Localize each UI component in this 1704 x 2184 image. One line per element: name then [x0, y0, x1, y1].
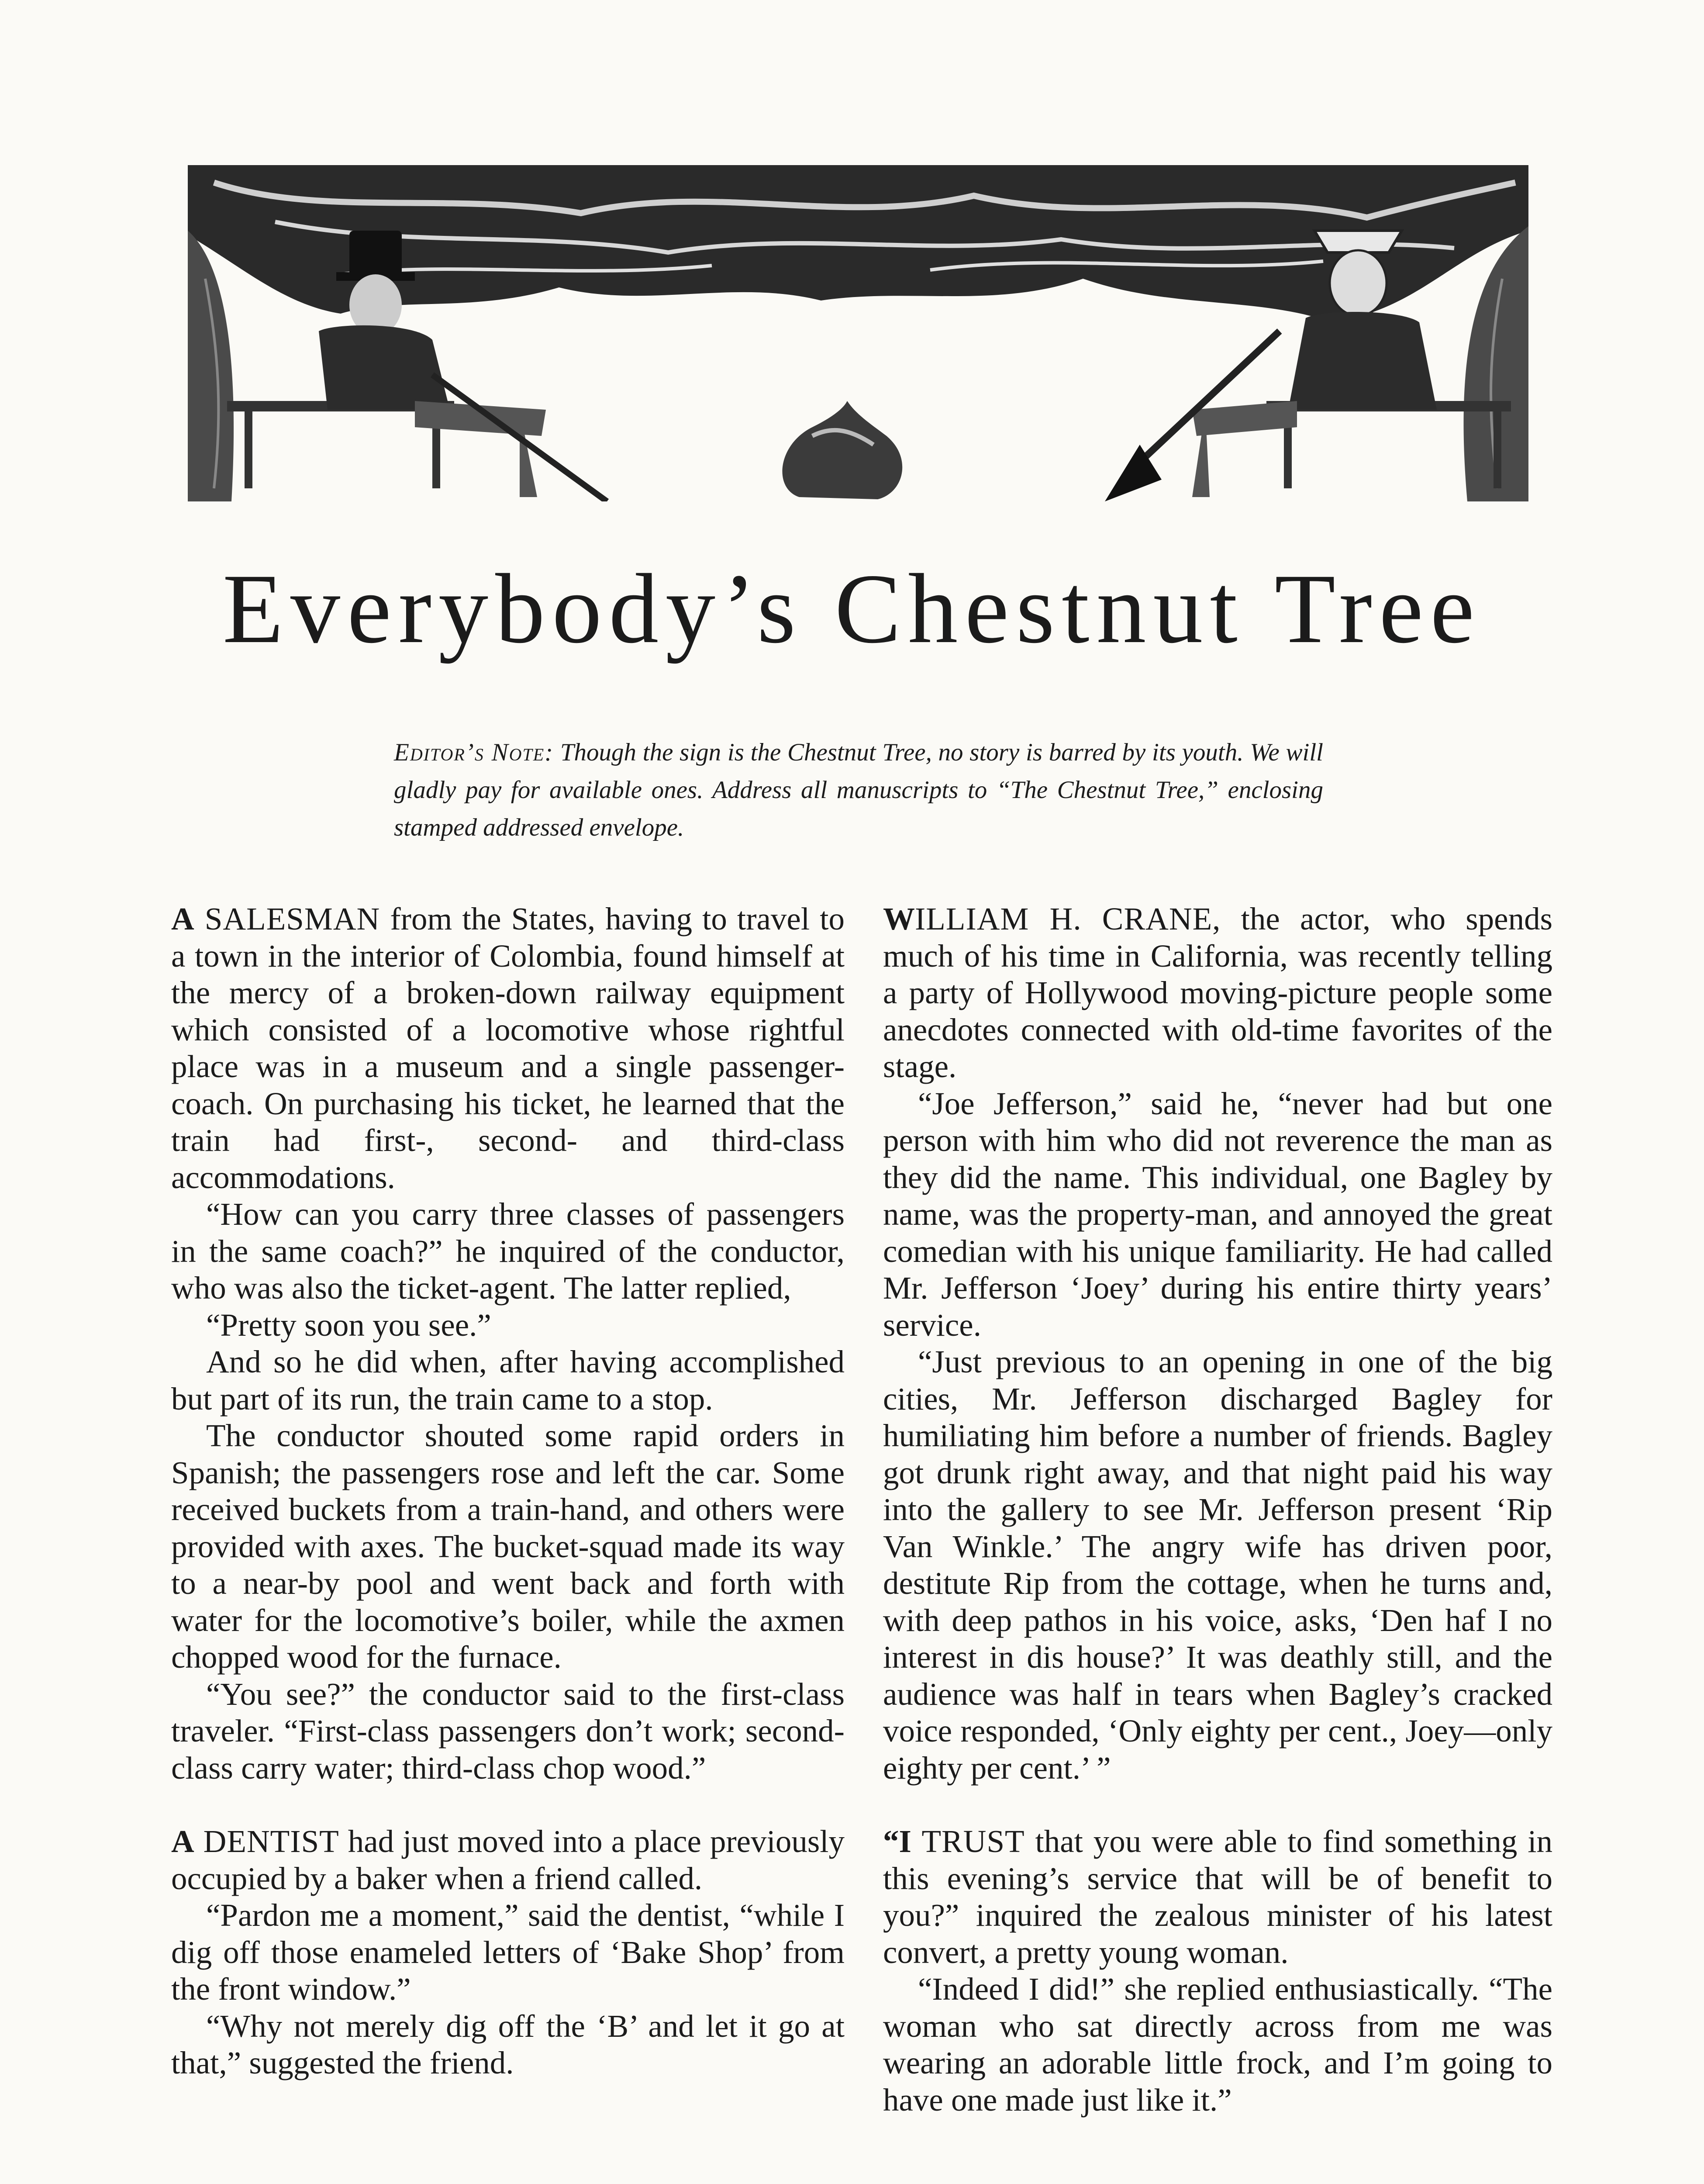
left-column: [171, 901, 845, 2082]
paragraph-text: the actor, who spends much of his time in California, was recently telling a party of Hollywood moving-picture people some anecdotes connected with old-time favorites of the stage.: [883, 901, 1552, 1084]
paragraph: “Why not merely dig off the ‘B’ and let it go at that,” suggested the friend.: [171, 2008, 845, 2080]
lead-initial: “I: [883, 1824, 911, 1859]
editors-note-label: Editor’s Note:: [394, 739, 554, 766]
paragraph: [883, 901, 1552, 1085]
paragraph: And so he did when, after having accomplished but part of its run, the train came to a stop.: [171, 1344, 845, 1417]
lead-word: TRUST: [911, 1824, 1025, 1859]
paragraph: “Indeed I did!” she replied enthusiastically. “The woman who sat directly across from me was wearing an adorable little frock, and I’m going to have one made just like it.”: [883, 1971, 1552, 2118]
editors-note: [394, 734, 1323, 847]
paragraph-text: had just moved into a place previously occupied by a baker when a friend called.: [171, 1824, 845, 1896]
paragraph-text: from the States, having to travel to a town in the interior of Colombia, found himself at the mercy of a broken-down railway equipment which consisted of a locomotive whose rightful place was in a museum and a single passenger-coach. On purchasing his ticket, he learned that the train had first-, second- and third-class accommodations.: [171, 901, 845, 1195]
paragraph: The conductor shouted some rapid orders in Spanish; the passengers rose and left the car. Some received buckets from a train-hand, and others were provided with axes. The bucket-squad made its way to a near-by pool and went back and forth with water for the locomotive’s boiler, while the axmen chopped wood for the furnace.: [171, 1418, 845, 1675]
paragraph: “Just previous to an opening in one of the big cities, Mr. Jefferson discharged Bagley for humiliating him before a number of friends. Bagley got drunk right away, and that night paid his way into the gallery to see Mr. Jefferson present ‘Rip Van Winkle.’ The angry wife has driven poor, destitute Rip from the cottage, when he turns and, with deep pathos in his voice, asks, ‘Den haf I no interest in dis house?’ It was deathly still, and the audience was half in tears when Bagley’s cracked voice responded, ‘Only eighty per cent., Joey—only eighty per cent.’ ”: [883, 1344, 1552, 1786]
lead-word: SALESMAN: [194, 901, 380, 936]
paragraph: [883, 1823, 1552, 1971]
paragraph: “Pardon me a moment,” said the dentist, “while I dig off those enameled letters of ‘Bake Shop’ from the front window.”: [171, 1897, 845, 2007]
lead-initial: W: [883, 901, 915, 936]
lead-initial: A: [171, 901, 194, 936]
paragraph: “You see?” the conductor said to the first-class traveler. “First-class passengers don’t work; second-class carry water; third-class chop wood.”: [171, 1676, 845, 1786]
lead-word: DENTIST: [194, 1824, 339, 1859]
right-column: [883, 901, 1552, 2118]
lead-word: ILLIAM H. CRANE,: [915, 901, 1221, 936]
chestnut-tree-illustration: [188, 165, 1528, 501]
paragraph: “How can you carry three classes of passengers in the same coach?” he inquired of the conductor, who was also the ticket-agent. The latter replied,: [171, 1196, 845, 1306]
paragraph: “Joe Jefferson,” said he, “never had but one person with him who did not reverence the man as they did the name. This individual, one Bagley by name, was the property-man, and annoyed the great comedian with his unique familiarity. He had called Mr. Jefferson ‘Joey’ during his entire thirty years’ service.: [883, 1085, 1552, 1343]
paragraph: “Pretty soon you see.”: [206, 1307, 491, 1343]
paragraph-text: that you were able to find something in this evening’s service that will be of benefit to you?” inquired the zealous minister of his latest convert, a pretty young woman.: [883, 1824, 1553, 1970]
paragraph: [171, 1823, 845, 1897]
article-title: Everybody’s Chestnut Tree: [222, 554, 1482, 664]
editors-note-text: Though the sign is the Chestnut Tree, no story is barred by its youth. We will gladly pay for available ones. Address all manuscripts to “The Chestnut Tree,” enclosing stamped addressed envelope.: [394, 739, 1323, 841]
lead-initial: A: [171, 1824, 194, 1859]
paragraph: [171, 901, 845, 1196]
